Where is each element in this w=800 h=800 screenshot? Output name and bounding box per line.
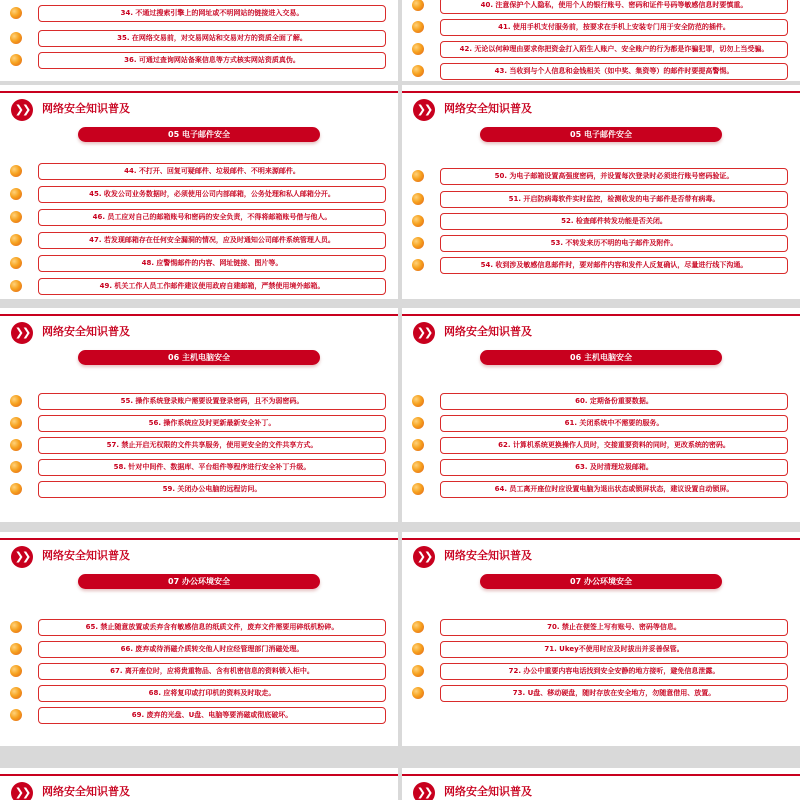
double-chevron-icon: ❯❯ (11, 782, 33, 800)
bullet-icon (412, 461, 424, 473)
bullet-icon (412, 259, 424, 271)
list-item: 62. 计算机系统更换操作人员时，交接重要资料的同时，更改系统的密码。 (412, 437, 788, 454)
bullet-icon (412, 215, 424, 227)
bullet-icon (10, 687, 22, 699)
list-item: 36. 可通过查询网站备案信息等方式核实网站资质真伪。 (10, 52, 386, 69)
list-item: 51. 开启防病毒软件实时监控，检测收发的电子邮件是否带有病毒。 (412, 191, 788, 208)
bullet-icon (412, 395, 424, 407)
slide-05-right (402, 85, 800, 299)
list-item: 71. Ukey不使用时应及时拔出并妥善保管。 (412, 641, 788, 658)
list-item: 63. 及时清理垃圾邮箱。 (412, 459, 788, 476)
list-item: 41. 使用手机支付服务前，按要求在手机上安装专门用于安全防范的插件。 (412, 19, 788, 36)
section-banner: 06 主机电脑安全 (480, 350, 722, 365)
list-item: 44. 不打开、回复可疑邮件、垃圾邮件、不明来源邮件。 (10, 163, 386, 180)
list-item: 70. 禁止在便签上写有账号、密码等信息。 (412, 619, 788, 636)
list-item: 69. 废弃的光盘、U盘、电脑等要消磁或彻底破坏。 (10, 707, 386, 724)
list-item: 68. 应将复印或打印机的资料及时取走。 (10, 685, 386, 702)
bullet-icon (10, 621, 22, 633)
slide-07-right (402, 532, 800, 746)
list-item: 57. 禁止开启无权限的文件共享服务，使用更安全的文件共享方式。 (10, 437, 386, 454)
section-banner: 07 办公环境安全 (78, 574, 320, 589)
section-banner: 05 电子邮件安全 (480, 127, 722, 142)
section-banner: 05 电子邮件安全 (78, 127, 320, 142)
list-item: 56. 操作系统应及时更新最新安全补丁。 (10, 415, 386, 432)
list-item: 61. 关闭系统中不需要的服务。 (412, 415, 788, 432)
list-item: 34. 不通过搜索引擎上的网址或不明网站的链接进入交易。 (10, 5, 386, 22)
list-item: 59. 关闭办公电脑的远程访问。 (10, 481, 386, 498)
bullet-icon (10, 7, 22, 19)
bullet-icon (10, 32, 22, 44)
bullet-icon (10, 461, 22, 473)
bullet-icon (412, 65, 424, 77)
list-item: 47. 若发现邮箱存在任何安全漏洞的情况，应及时通知公司邮件系统管理人员。 (10, 232, 386, 249)
section-header: ❯❯ 网络安全知识普及 (0, 308, 398, 351)
section-banner: 06 主机电脑安全 (78, 350, 320, 365)
bullet-icon (412, 621, 424, 633)
list-item: 49. 机关工作人员工作邮件建议使用政府自建邮箱，严禁使用境外邮箱。 (10, 278, 386, 295)
bullet-icon (10, 665, 22, 677)
list-item: 45. 收发公司业务数据时，必须使用公司内部邮箱，公务处理和私人邮箱分开。 (10, 186, 386, 203)
slide-bottom-right (402, 768, 800, 800)
bullet-icon (10, 709, 22, 721)
double-chevron-icon: ❯❯ (413, 546, 435, 568)
list-item: 46. 员工应对自己的邮箱账号和密码的安全负责，不得将邮箱账号借与他人。 (10, 209, 386, 226)
slide-07-left (0, 532, 398, 746)
list-item: 66. 废弃或待消磁介质转交他人时应经管理部门消磁处理。 (10, 641, 386, 658)
list-item: 54. 收到涉及敏感信息邮件时，要对邮件内容和发件人反复确认，尽量进行线下沟通。 (412, 257, 788, 274)
list-item: 58. 针对中间件、数据库、平台组件等程序进行安全补丁升级。 (10, 459, 386, 476)
bullet-icon (412, 0, 424, 11)
section-header: ❯❯ 网络安全知识普及 (0, 532, 398, 575)
list-item: 72. 办公中重要内容电话找到安全安静的地方接听，避免信息泄露。 (412, 663, 788, 680)
slide-06-left (0, 308, 398, 522)
bullet-icon (412, 43, 424, 55)
section-header: ❯❯ 网络安全知识普及 (0, 85, 398, 128)
section-header: ❯❯ 网络安全知识普及 (402, 308, 800, 351)
list-item: 40. 注意保护个人隐私，使用个人的银行账号、密码和证件号码等敏感信息时要慎重。 (412, 0, 788, 14)
double-chevron-icon: ❯❯ (11, 546, 33, 568)
bullet-icon (10, 211, 22, 223)
bullet-icon (10, 395, 22, 407)
bullet-icon (412, 237, 424, 249)
double-chevron-icon: ❯❯ (413, 322, 435, 344)
list-item: 50. 为电子邮箱设置高强度密码，并设置每次登录时必须进行账号密码验证。 (412, 168, 788, 185)
bullet-icon (412, 665, 424, 677)
bullet-icon (10, 483, 22, 495)
section-header: ❯❯ 网络安全知识普及 (402, 85, 800, 128)
bullet-icon (412, 193, 424, 205)
double-chevron-icon: ❯❯ (413, 782, 435, 800)
bullet-icon (412, 417, 424, 429)
list-item: 35. 在网络交易前，对交易网站和交易对方的资质全面了解。 (10, 30, 386, 47)
bullet-icon (10, 165, 22, 177)
bullet-icon (412, 643, 424, 655)
section-banner: 07 办公环境安全 (480, 574, 722, 589)
double-chevron-icon: ❯❯ (413, 99, 435, 121)
bullet-icon (10, 439, 22, 451)
bullet-icon (412, 687, 424, 699)
bullet-icon (10, 280, 22, 292)
double-chevron-icon: ❯❯ (11, 322, 33, 344)
bullet-icon (412, 483, 424, 495)
list-item: 53. 不转发来历不明的电子邮件及附件。 (412, 235, 788, 252)
section-header: ❯❯ 网络安全知识普及 (0, 768, 398, 800)
slide-top-right (402, 0, 800, 81)
list-item: 73. U盘、移动硬盘，随时存放在安全地方，勿随意借用、放置。 (412, 685, 788, 702)
bullet-icon (10, 257, 22, 269)
slide-top-left (0, 0, 398, 81)
bullet-icon (10, 234, 22, 246)
list-item: 55. 操作系统登录账户需要设置登录密码，且不为弱密码。 (10, 393, 386, 410)
bullet-icon (10, 188, 22, 200)
bullet-icon (412, 439, 424, 451)
list-item: 43. 当收到与个人信息和金钱相关（如中奖、集资等）的邮件时要提高警惕。 (412, 63, 788, 80)
list-item: 65. 禁止随意放置或丢弃含有敏感信息的纸质文件，废弃文件需要用碎纸机粉碎。 (10, 619, 386, 636)
list-item: 42. 无论以何种理由要求你把资金打入陌生人账户、安全账户的行为都是诈骗犯罪，切勿上当受骗。 (412, 41, 788, 58)
section-header: ❯❯ 网络安全知识普及 (402, 768, 800, 800)
list-item: 64. 员工离开座位时应设置电脑为退出状态或锁屏状态，建议设置自动锁屏。 (412, 481, 788, 498)
list-item: 60. 定期备份重要数据。 (412, 393, 788, 410)
bullet-icon (412, 21, 424, 33)
bullet-icon (10, 417, 22, 429)
slide-05-left (0, 85, 398, 299)
list-item: 67. 离开座位时，应将贵重物品、含有机密信息的资料锁入柜中。 (10, 663, 386, 680)
list-item: 48. 应警惕邮件的内容、网址链接、图片等。 (10, 255, 386, 272)
list-item: 52. 检查邮件转发功能是否关闭。 (412, 213, 788, 230)
double-chevron-icon: ❯❯ (11, 99, 33, 121)
bullet-icon (412, 170, 424, 182)
bullet-icon (10, 643, 22, 655)
bullet-icon (10, 54, 22, 66)
slide-bottom-left (0, 768, 398, 800)
section-header: ❯❯ 网络安全知识普及 (402, 532, 800, 575)
slide-06-right (402, 308, 800, 522)
